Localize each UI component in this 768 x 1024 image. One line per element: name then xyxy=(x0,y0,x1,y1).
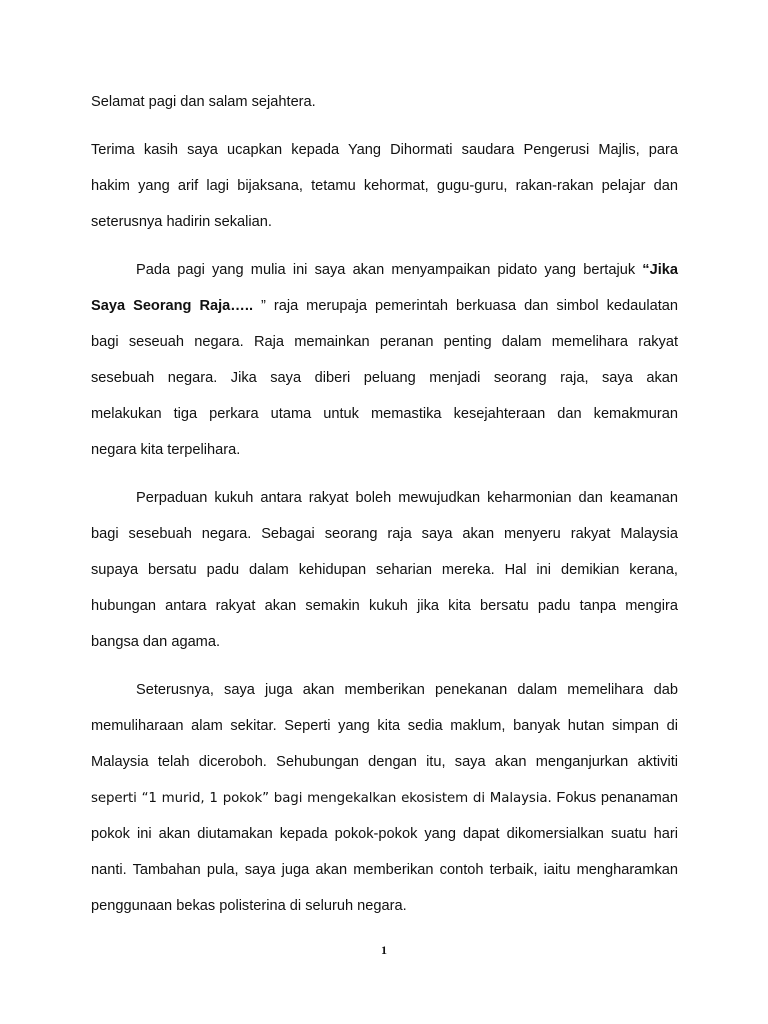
tree-planting-slogan: seperti “1 murid, 1 pokok” bagi mengekalkan ekosistem di Malaysia. xyxy=(91,791,552,806)
paragraph-3-line-1: Perpaduan kukuh antara rakyat boleh mewujudkan keharmonian dan keamanan xyxy=(136,490,678,506)
speech-title-start: “Jika xyxy=(642,262,678,278)
paragraph-1-line-3: seterusnya hadirin sekalian. xyxy=(91,214,272,230)
speech-title-end: Saya Seorang Raja….. xyxy=(91,298,253,314)
paragraph-2-line-1-text: Pada pagi yang mulia ini saya akan menyampaikan pidato yang bertajuk xyxy=(136,262,643,278)
paragraph-2-line-6: negara kita terpelihara. xyxy=(91,442,241,458)
paragraph-2-line-1 xyxy=(136,260,678,280)
paragraph-3-line-4: hubungan antara rakyat akan semakin kukuh jika kita bersatu padu tanpa mengira xyxy=(91,598,678,614)
paragraph-4-line-7: penggunaan bekas polisterina di seluruh negara. xyxy=(91,898,407,914)
paragraph-4-line-6: nanti. Tambahan pula, saya juga akan memberikan contoh terbaik, iaitu mengharamkan xyxy=(91,862,678,878)
paragraph-4-line-1: Seterusnya, saya juga akan memberikan penekanan dalam memelihara dab xyxy=(136,682,678,698)
paragraph-4-line-4-text: Fokus penanaman xyxy=(551,790,678,806)
paragraph-2-line-3: bagi seseuah negara. Raja memainkan peranan penting dalam memelihara rakyat xyxy=(91,334,678,350)
paragraph-3-line-3: supaya bersatu padu dalam kehidupan seharian mereka. Hal ini demikian kerana, xyxy=(91,562,678,578)
paragraph-4-line-2: memuliharaan alam sekitar. Seperti yang kita sedia maklum, banyak hutan simpan di xyxy=(91,718,678,734)
paragraph-1-line-2: hakim yang arif lagi bijaksana, tetamu kehormat, gugu-guru, rakan-rakan pelajar dan xyxy=(91,178,678,194)
paragraph-2-line-2 xyxy=(91,296,678,316)
paragraph-2-line-5: melakukan tiga perkara utama untuk memastika kesejahteraan dan kemakmuran xyxy=(91,406,678,422)
greeting-line: Selamat pagi dan salam sejahtera. xyxy=(91,94,316,110)
paragraph-4-line-4 xyxy=(91,788,678,808)
paragraph-2-line-2-text: ” raja merupaja pemerintah berkuasa dan simbol kedaulatan xyxy=(253,298,678,314)
paragraph-1-line-1: Terima kasih saya ucapkan kepada Yang Dihormati saudara Pengerusi Majlis, para xyxy=(91,142,678,158)
paragraph-4-line-5: pokok ini akan diutamakan kepada pokok-pokok yang dapat dikomersialkan suatu hari xyxy=(91,826,678,842)
paragraph-4-line-3: Malaysia telah diceroboh. Sehubungan dengan itu, saya akan menganjurkan aktiviti xyxy=(91,754,678,770)
page-number: 1 xyxy=(381,943,387,957)
paragraph-3-line-5: bangsa dan agama. xyxy=(91,634,221,650)
paragraph-3-line-2: bagi sesebuah negara. Sebagai seorang raja saya akan menyeru rakyat Malaysia xyxy=(91,526,678,542)
paragraph-2-line-4: sesebuah negara. Jika saya diberi peluang menjadi seorang raja, saya akan xyxy=(91,370,678,386)
